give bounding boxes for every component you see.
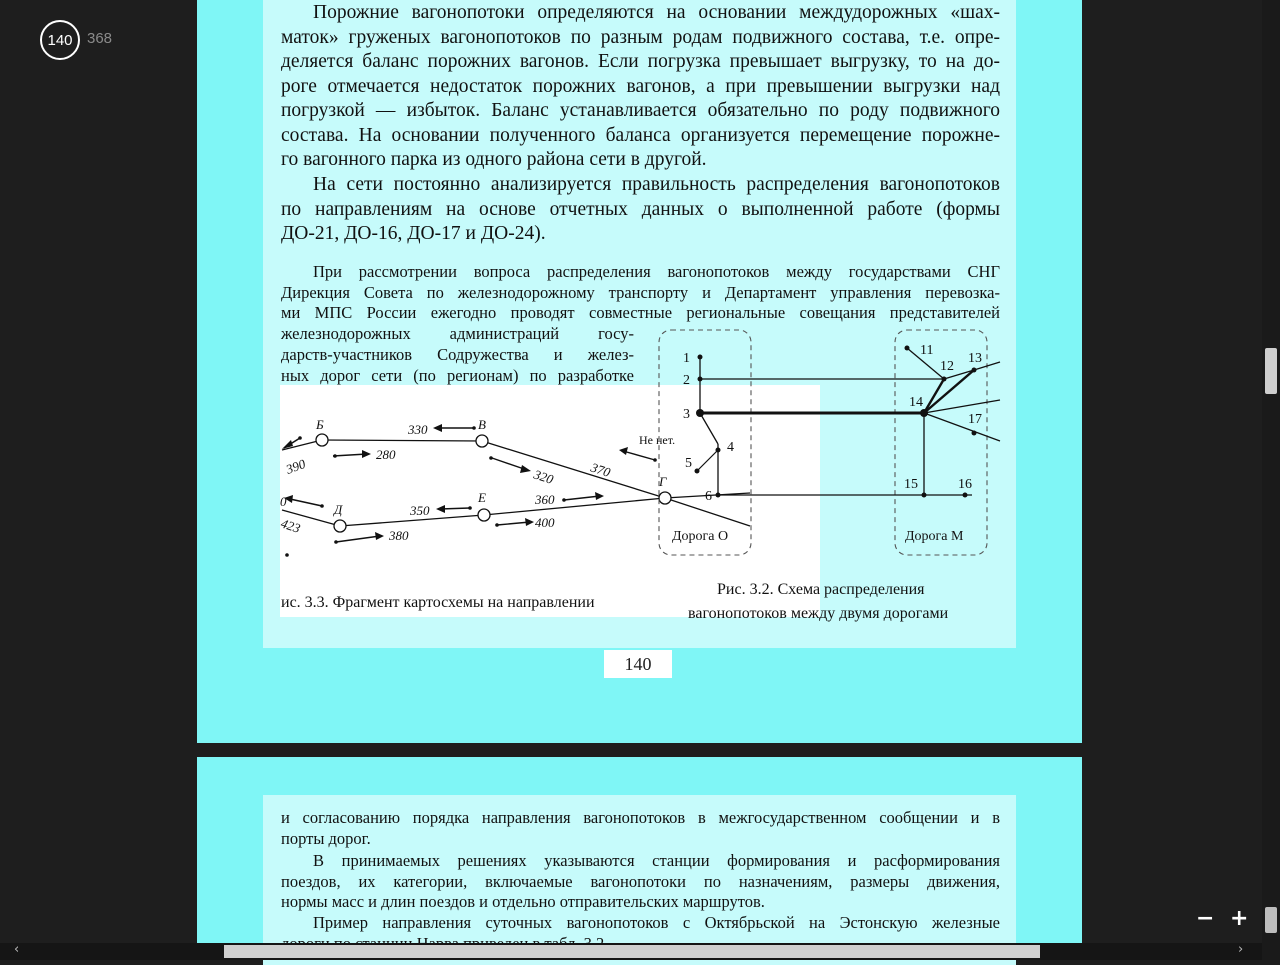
node-17: 17	[968, 412, 982, 427]
text-line: На сети постоянно анализируется правильность распределения вагонопотоков	[313, 174, 1000, 195]
flow-value: 280	[376, 447, 396, 462]
node-14: 14	[909, 395, 923, 410]
text-line: роге отмечается недостаток порожних вагонов, а при превышении выгрузки над	[281, 76, 1000, 97]
route-line	[482, 441, 665, 498]
node-11: 11	[920, 343, 934, 358]
figure-3-2-caption-line1: Рис. 3.2. Схема распределения	[717, 581, 925, 598]
node-3: 3	[683, 407, 690, 422]
vertical-scroll-thumb[interactable]	[1265, 348, 1277, 394]
text-line: дарств-участников Содружества и желез-	[281, 345, 634, 364]
vertical-scroll-thumb-secondary[interactable]	[1265, 907, 1277, 933]
text-line: погрузкой — избыток. Баланс устанавливается обязательно по роду подвижного	[281, 100, 1000, 121]
node-label-b: Б	[316, 417, 324, 432]
flow-value: 0	[280, 494, 287, 509]
fig33-arrows	[282, 424, 657, 557]
node-4: 4	[727, 440, 734, 455]
figure-3-2-caption-line2: вагонопотоков между двумя дорогами	[688, 605, 949, 622]
route-line	[322, 440, 482, 441]
flow-value: 320	[532, 466, 556, 487]
text-line: по направлениям на основе отчетных данных о выполненной работе (формы	[281, 199, 1000, 220]
station-node	[316, 434, 328, 446]
vertical-scrollbar[interactable]	[1262, 0, 1280, 960]
node-15: 15	[904, 477, 918, 492]
node-label-v: В	[478, 417, 486, 432]
flow-value: 350	[410, 503, 430, 518]
text-line: деляется баланс порожних вагонов. Если погрузка превышает выгрузку, то на до-	[281, 51, 1000, 72]
text-line: порты дорог.	[281, 829, 371, 848]
node-13: 13	[968, 351, 982, 366]
node-label-g: Г	[659, 474, 667, 489]
node-6: 6	[705, 489, 712, 504]
text-line: Пример направления суточных вагонопотоков с Октябрьской на Эстонскую железные	[313, 913, 1000, 932]
figure-3-3-caption: ис. 3.3. Фрагмент картосхемы на направлении	[281, 594, 595, 611]
node-label-d: Д	[334, 502, 343, 517]
node-2: 2	[683, 373, 690, 388]
flow-value: 390	[283, 456, 308, 477]
text-line: При рассмотрении вопроса распределения вагонопотоков между государствами СНГ	[313, 262, 1000, 281]
text-line: состава. На основании полученного баланса организуется перемещение порожне-	[281, 125, 1000, 146]
text-line: и согласованию порядка направления вагонопотоков в межгосударственном сообщении и в	[281, 808, 1000, 827]
zoom-out-button[interactable]: −	[1196, 906, 1215, 931]
scroll-right-arrow-icon[interactable]: ›	[1238, 942, 1244, 957]
total-pages: 368	[87, 30, 113, 47]
zoom-in-button[interactable]: +	[1230, 906, 1249, 931]
node-12: 12	[940, 359, 954, 374]
node-label-e: Е	[478, 490, 486, 505]
flow-value: 423	[279, 515, 303, 536]
fig33-lines	[282, 440, 750, 526]
text-line: ных дорог сети (по регионам) по разработке	[281, 366, 634, 385]
flow-value: 370	[589, 459, 613, 480]
text-line: Порожние вагонопотоки определяются на основании междудорожных «шах-	[313, 2, 1000, 23]
station-node	[478, 509, 490, 521]
flow-value: 380	[389, 528, 409, 543]
node-1: 1	[683, 351, 690, 366]
station-node	[334, 520, 346, 532]
node-5: 5	[685, 456, 692, 471]
text-line: ми МПС России ежегодно проводят совместные региональные совещания представителей	[281, 303, 1000, 322]
text-line: В принимаемых решениях указываются станции формирования и расформирования	[313, 851, 1000, 870]
fig32-labels	[672, 343, 982, 544]
page-number-140: 140	[604, 650, 672, 678]
net-label: Не нет.	[639, 433, 676, 447]
text-line: Дирекция Совета по железнодорожному транспорту и Департамент управления перевозка-	[281, 283, 1000, 302]
road-o-label: Дорога О	[672, 529, 729, 544]
text-line: го вагонного парка из одного района сети в другой.	[281, 149, 707, 170]
horizontal-scroll-thumb[interactable]	[224, 945, 1040, 958]
fig32-road-boxes	[659, 330, 987, 555]
fig32-nodes	[695, 346, 977, 498]
route-line	[484, 498, 665, 515]
flow-value: 330	[408, 422, 428, 437]
text-line: железнодорожных администраций госу-	[281, 324, 634, 343]
text-line: нормы масс и длин поездов и отдельно отправительских маршрутов.	[281, 892, 765, 911]
station-node	[476, 435, 488, 447]
current-page-number: 140	[47, 31, 73, 49]
text-line: поездов, их категории, включаемые вагонопотоки по назначениям, размеры движения,	[281, 872, 1000, 891]
flow-value: 400	[535, 515, 555, 530]
station-node	[659, 492, 671, 504]
node-16: 16	[958, 477, 972, 492]
flow-value: 360	[535, 492, 555, 507]
scroll-left-arrow-icon[interactable]: ‹	[14, 942, 20, 957]
text-line: ДО-21, ДО-16, ДО-17 и ДО-24).	[281, 223, 546, 244]
text-line: маток» груженых вагонопотоков по разным родам подвижного состава, т.е. опре-	[281, 27, 1000, 48]
road-m-label: Дорога М	[905, 529, 964, 544]
fig32-lines	[697, 348, 1000, 495]
